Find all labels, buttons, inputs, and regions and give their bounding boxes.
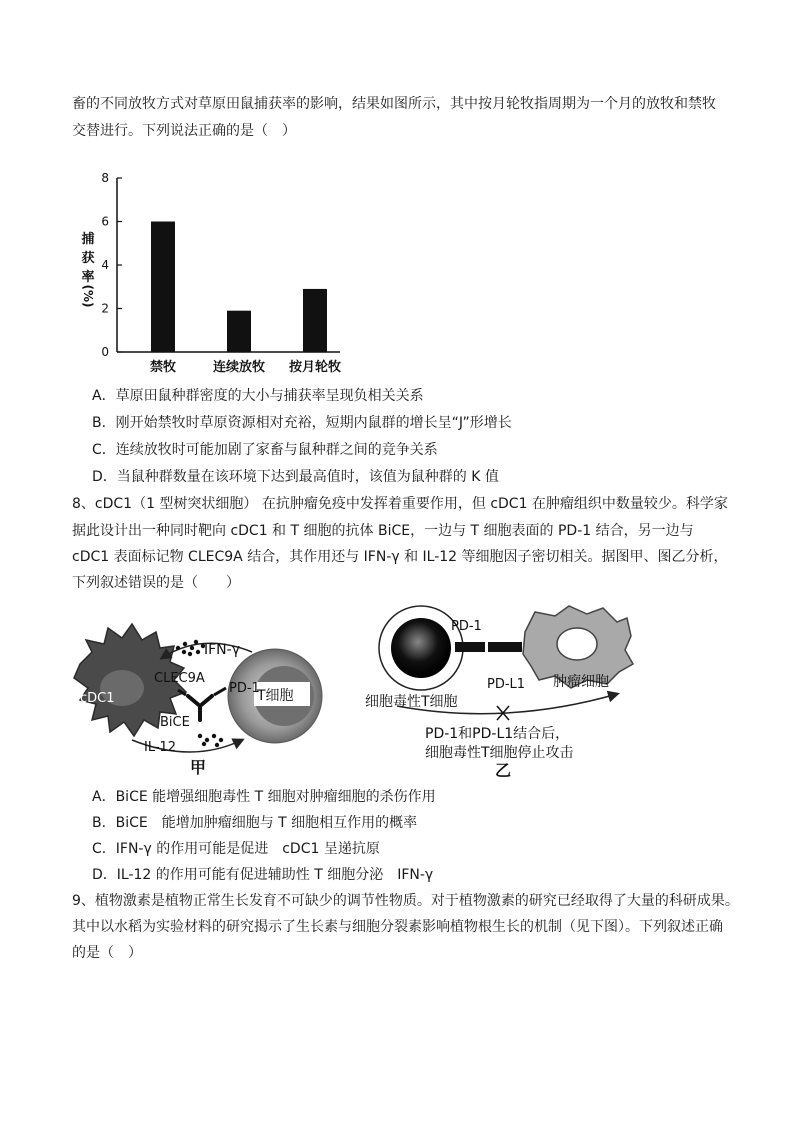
pd1-label-b: PD-1 [451,619,482,634]
pd1-receptor [455,642,485,652]
q7-option-d: D．当鼠种群数量在该环境下达到最高值时，该值为鼠种群的 K 值 [92,469,499,485]
y-label-char: 捕 [81,232,95,247]
q9-stem-line1: 9、植物激素是植物正常生长发育不可缺少的调节性物质。对于植物激素的研究已经取得了大量的科研成果。 [72,893,739,909]
pdl1-label: PD-L1 [487,677,526,692]
y-label-char: 率 [81,270,95,285]
ifn-label: IFN-γ [204,642,240,658]
q9-stem-line3: 的是（ ） [72,945,142,961]
figure-b-caption: 乙 [495,761,512,780]
figure-a-caption: 甲 [190,758,207,777]
q7-option-a: A．草原田鼠种群密度的大小与捕获率呈现负相关关系 [92,388,424,404]
clec9a-label: CLEC9A [154,671,205,686]
y-tick-label: 4 [101,258,109,272]
q7-option-b: B．刚开始禁牧时草原资源相对充裕，短期内鼠群的增长呈“J”形增长 [92,415,512,431]
figure-a-bice-diagram [72,602,332,782]
y-tick-label: 8 [101,171,109,185]
y-label-char: 获 [81,251,95,266]
bice-antibody [188,696,212,720]
x-axis-ticks [150,359,341,375]
q7-stem-line1: 畜的不同放牧方式对草原田鼠捕获率的影响，结果如图所示，其中按月轮牧指周期为一个月的放牧和禁牧 [72,96,716,112]
note-line1: PD-1和PD-L1结合后， [425,726,570,742]
tumor-label: 肿瘤细胞 [553,674,609,690]
q8-option-d: D．IL-12 的作用可能有促进辅助性 T 细胞分泌 IFN-γ [92,867,434,883]
il12-label: IL-12 [144,740,177,755]
bice-label: BiCE [160,715,190,730]
q8-option-b: B．BiCE 能增加肿瘤细胞与 T 细胞相互作用的概率 [92,815,418,831]
tcell-label: T细胞 [257,688,294,704]
y-tick-label: 2 [101,301,109,316]
q7-option-c: C．连续放牧时可能加剧了家畜与鼠种群之间的竞争关系 [92,442,438,458]
q8-option-a: A．BiCE 能增强细胞毒性 T 细胞对肿瘤细胞的杀伤作用 [92,789,436,805]
q8-stem-line2: 据此设计出一种同时靶向 cDC1 和 T 细胞的抗体 BiCE，一边与 T 细胞表面的 PD-1 结合，另一边与 [72,523,694,539]
note-line2: 细胞毒性T细胞停止攻击 [425,745,574,761]
bar-1 [151,222,175,353]
q8-stem-line4: 下列叙述错误的是（ ） [72,575,240,591]
q8-stem-line3: cDC1 表面标记物 CLEC9A 结合，其作用还与 IFN-γ 和 IL-12 等细胞因子密切相关。据图甲、图乙分析， [72,549,728,565]
y-tick-label: 6 [101,214,109,229]
pd1-label-a: PD-1 [229,681,260,696]
bar-3 [303,289,327,352]
x-tick-label: 禁牧 [149,360,177,375]
x-tick-label: 按月轮牧 [288,360,342,375]
capture-rate-bar-chart [70,165,350,380]
pdl1-ligand [488,642,522,652]
q8-stem-line1: 8、cDC1（1 型树突状细胞） 在抗肿瘤免疫中发挥着重要作用，但 cDC1 在肿瘤组织中数量较少。科学家 [72,496,728,512]
cdc1-label: cDC1 [80,691,115,706]
y-axis-label [80,231,95,308]
figure-b-pd1-diagram [355,602,645,782]
x-tick-label: 连续放牧 [212,360,266,375]
y-tick-label: 0 [101,345,109,359]
y-label-char: (%) [81,284,95,308]
q8-option-c: C．IFN-γ 的作用可能是促进 cDC1 呈递抗原 [92,841,380,857]
y-axis-ticks [101,171,122,359]
q7-stem-line2: 交替进行。下列说法正确的是（ ） [72,123,296,139]
bar-2 [227,311,251,352]
q9-stem-line2: 其中以水稻为实验材料的研究揭示了生长素与细胞分裂素影响植物根生长的机制（见下图）。下列叙述正确 [72,919,723,935]
bars [151,222,327,353]
ctl-label: 细胞毒性T细胞 [365,694,458,710]
